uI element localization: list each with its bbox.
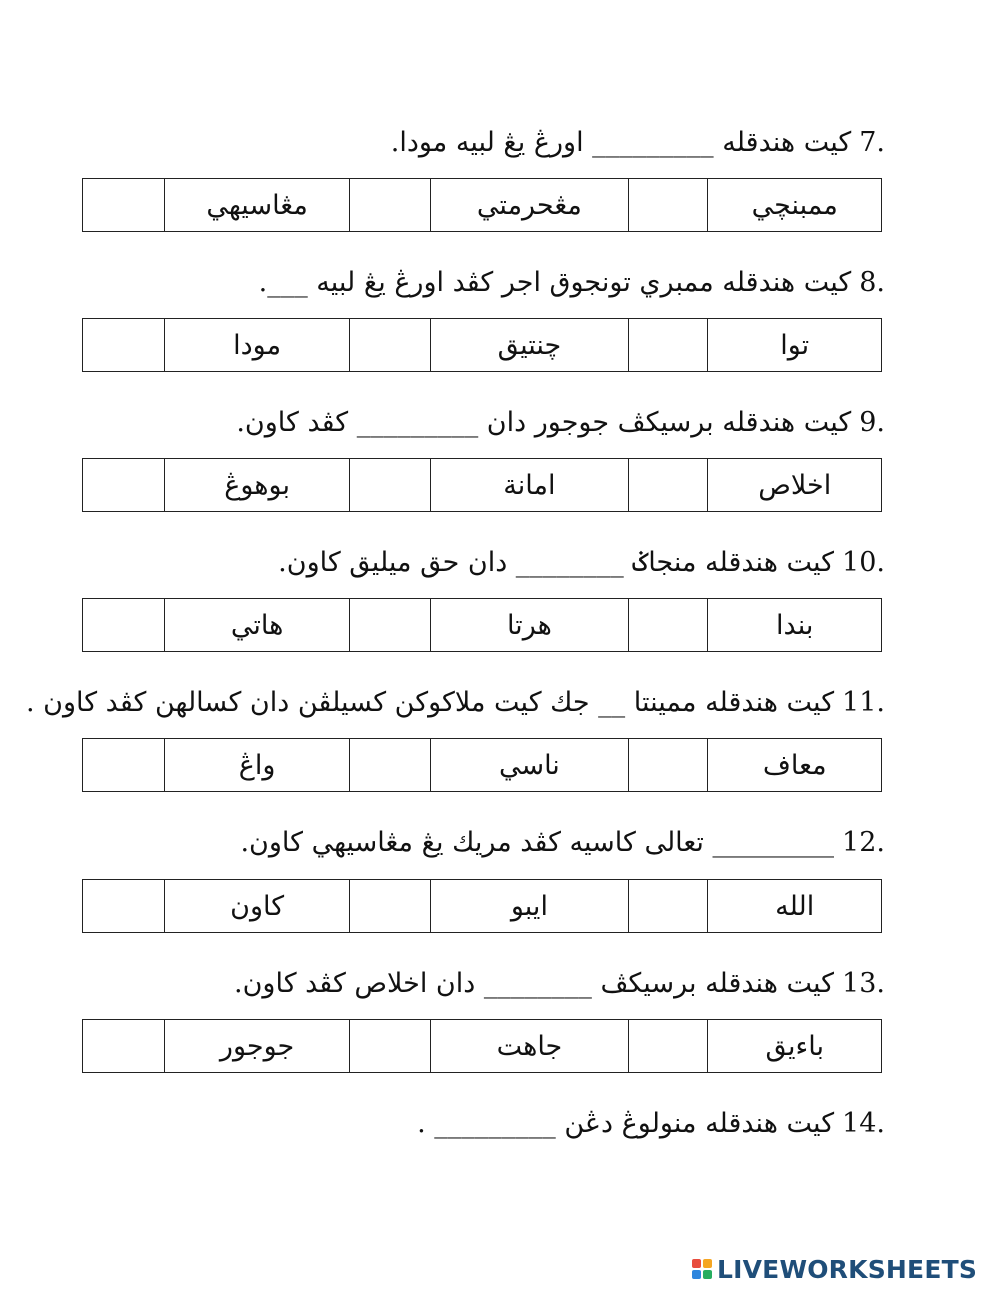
answer-box[interactable]: [83, 459, 164, 511]
answer-box[interactable]: [628, 739, 708, 791]
question-14: [80, 1099, 885, 1149]
answer-box[interactable]: [628, 1020, 708, 1072]
logo-mark-icon: [692, 1259, 712, 1279]
question-text: كيت هندقله برسيكڤ ________ دان اخلاص كڤد كاون.: [234, 968, 835, 999]
option-text: مڠحرمتي: [430, 179, 628, 231]
option-text: بندا: [707, 599, 881, 651]
option-text: مودا: [164, 319, 350, 371]
answer-box[interactable]: [349, 319, 430, 371]
option-text: جاهت: [430, 1020, 628, 1072]
question-number: 8.: [859, 267, 885, 298]
question-text: كيت هندقله منولوڠ دڠن _________ .: [417, 1108, 835, 1139]
question-number: 10.: [842, 547, 885, 578]
question-text: كيت هندقله ممبري تونجوق اجر كڤد اورڠ يڠ لبيه ___.: [258, 267, 852, 298]
options-row-11: [82, 738, 882, 792]
option-text: ممبنچي: [707, 179, 881, 231]
option-text: بوهوڠ: [164, 459, 350, 511]
question-8: [80, 258, 885, 308]
answer-box[interactable]: [349, 1020, 430, 1072]
option-text: جوجور: [164, 1020, 350, 1072]
answer-box[interactable]: [628, 179, 708, 231]
answer-box[interactable]: [628, 319, 708, 371]
answer-box[interactable]: [349, 179, 430, 231]
option-text: هاتي: [164, 599, 350, 651]
question-7: [80, 118, 885, 168]
answer-box[interactable]: [349, 880, 430, 932]
answer-box[interactable]: [83, 319, 164, 371]
question-number: 14.: [842, 1108, 885, 1139]
option-text: الله: [707, 880, 881, 932]
question-number: 9.: [859, 407, 885, 438]
option-text: هرتا: [430, 599, 628, 651]
answer-box[interactable]: [83, 880, 164, 932]
question-text: كيت هندقله ممينتا __ جك كيت ملاكوكن كسيلڤن دان كسالهن كڤد كاون .: [25, 687, 835, 718]
option-text: ناسي: [430, 739, 628, 791]
question-text: _________ تعالى كاسيه كڤد مريك يڠ مڠاسيهي كاون.: [240, 827, 835, 858]
options-row-12: [82, 879, 882, 933]
answer-box[interactable]: [628, 880, 708, 932]
option-text: اخلاص: [707, 459, 881, 511]
question-text: كيت هندقله _________ اورڠ يڠ لبيه مودا.: [390, 127, 852, 158]
answer-box[interactable]: [628, 459, 708, 511]
question-number: 7.: [859, 127, 885, 158]
options-row-8: [82, 318, 882, 372]
option-text: واڠ: [164, 739, 350, 791]
question-9: [80, 398, 885, 448]
option-text: ايبو: [430, 880, 628, 932]
question-11: [25, 678, 885, 728]
option-text: امانة: [430, 459, 628, 511]
option-text: معاف: [707, 739, 881, 791]
option-text: توا: [707, 319, 881, 371]
question-text: كيت هندقله برسيكڤ جوجور دان _________ كڤد كاون.: [236, 407, 852, 438]
question-13: [80, 959, 885, 1009]
answer-box[interactable]: [83, 599, 164, 651]
answer-box[interactable]: [349, 599, 430, 651]
answer-box[interactable]: [349, 459, 430, 511]
answer-box[interactable]: [83, 179, 164, 231]
question-number: 13.: [842, 968, 885, 999]
option-text: باءيق: [707, 1020, 881, 1072]
question-text: كيت هندقله منجاݢ ________ دان حق ميليق كاون.: [278, 547, 835, 578]
options-row-13: [82, 1019, 882, 1073]
answer-box[interactable]: [83, 739, 164, 791]
answer-box[interactable]: [349, 739, 430, 791]
question-number: 12.: [842, 827, 885, 858]
options-row-9: [82, 458, 882, 512]
option-text: مڠاسيهي: [164, 179, 350, 231]
logo-text: LIVEWORKSHEETS: [717, 1254, 978, 1284]
answer-box[interactable]: [628, 599, 708, 651]
question-12: [80, 818, 885, 868]
options-row-10: [82, 598, 882, 652]
question-10: [80, 538, 885, 588]
options-row-7: [82, 178, 882, 232]
answer-box[interactable]: [83, 1020, 164, 1072]
option-text: كاون: [164, 880, 350, 932]
liveworksheets-logo: [692, 1254, 992, 1284]
option-text: چنتيق: [430, 319, 628, 371]
question-number: 11.: [842, 687, 885, 718]
